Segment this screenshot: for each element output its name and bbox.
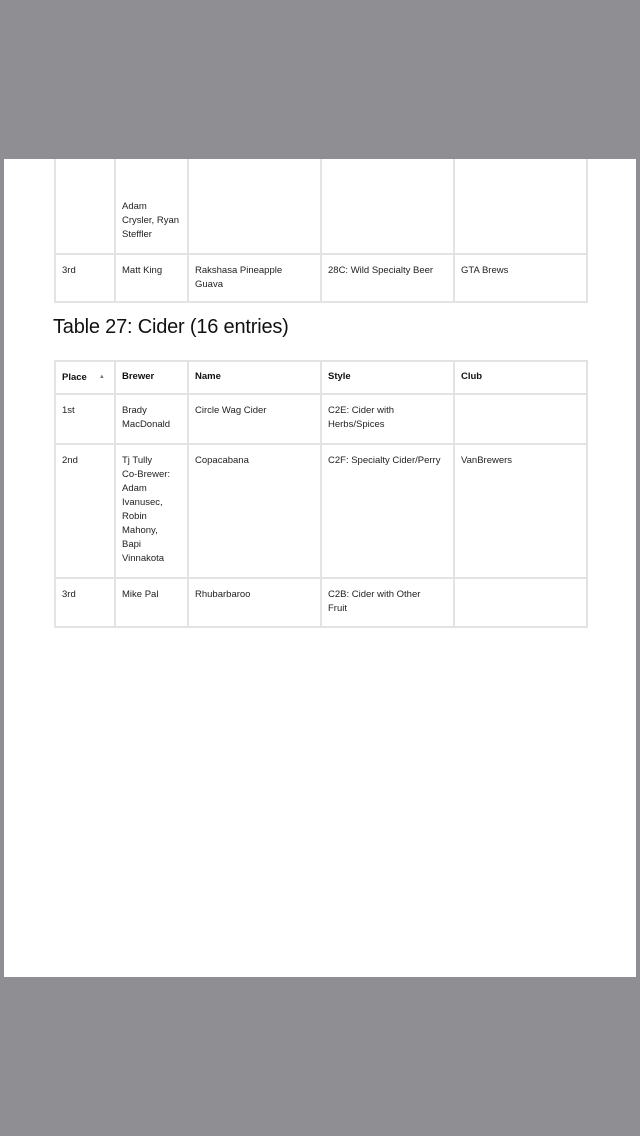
table-row [55,159,587,254]
brewer-line: Mike Pal [122,589,159,600]
document-page [4,159,636,977]
style-line: C2E: Cider with [328,405,394,416]
table-row [55,578,587,627]
style-cell: 28C: Wild Specialty Beer [321,254,454,302]
table-row [55,394,587,444]
name-column-header[interactable]: Name [188,361,321,394]
brewer-cell [115,394,188,444]
brewer-line: Adam [122,483,147,494]
name-line: Guava [195,279,223,290]
place-cell: 3rd [55,578,115,627]
style-cell [321,444,454,578]
table-row [55,254,587,302]
name-cell [188,578,321,627]
brewer-line: Adam [122,201,147,212]
name-cell [188,159,321,254]
brewer-line: Co-Brewer: [122,469,171,480]
cider-results-table [54,360,588,628]
place-cell: 2nd [55,444,115,578]
previous-results-table [54,159,588,303]
style-line: C2B: Cider with Other [328,589,421,600]
brewer-line: Bapi [122,539,142,550]
brewer-line: Tj Tully [122,455,153,466]
table-row [55,444,587,578]
place-column-header[interactable] [55,361,115,394]
style-line: Fruit [328,603,347,614]
table-header-row [55,361,587,394]
name-line: Circle Wag Cider [195,405,267,416]
table-title: Table 27: Cider (16 entries) [53,316,289,338]
brewer-cell [115,254,188,302]
place-header-label: Place [62,372,87,383]
name-cell [188,444,321,578]
brewer-line: Mahony, [122,525,158,536]
place-cell [55,159,115,254]
brewer-line: Matt King [122,265,163,276]
brewer-column-header[interactable]: Brewer [115,361,188,394]
name-line: Rhubarbaroo [195,589,251,600]
style-cell [321,578,454,627]
sort-ascending-icon[interactable]: ▲ [98,374,105,380]
place-cell: 3rd [55,254,115,302]
club-cell [454,578,587,627]
brewer-cell [115,159,188,254]
club-cell: GTA Brews [454,254,587,302]
brewer-line: MacDonald [122,419,171,430]
brewer-line: Crysler, Ryan [122,215,180,226]
brewer-cell [115,444,188,578]
club-column-header[interactable]: Club [454,361,587,394]
style-column-header[interactable]: Style [321,361,454,394]
brewer-line: Robin [122,511,147,522]
name-line: Rakshasa Pineapple [195,265,283,276]
name-cell [188,254,321,302]
style-cell [321,159,454,254]
club-cell [454,159,587,254]
style-cell [321,394,454,444]
style-line: C2F: Specialty Cider/Perry [328,455,441,466]
brewer-line: Brady [122,405,147,416]
place-cell: 1st [55,394,115,444]
brewer-line: Vinnakota [122,553,165,564]
name-line: Copacabana [195,455,249,466]
name-cell [188,394,321,444]
brewer-cell [115,578,188,627]
brewer-line: Ivanusec, [122,497,163,508]
club-cell [454,394,587,444]
style-line: Herbs/Spices [328,419,385,430]
brewer-line: Steffler [122,229,152,240]
club-cell: VanBrewers [454,444,587,578]
